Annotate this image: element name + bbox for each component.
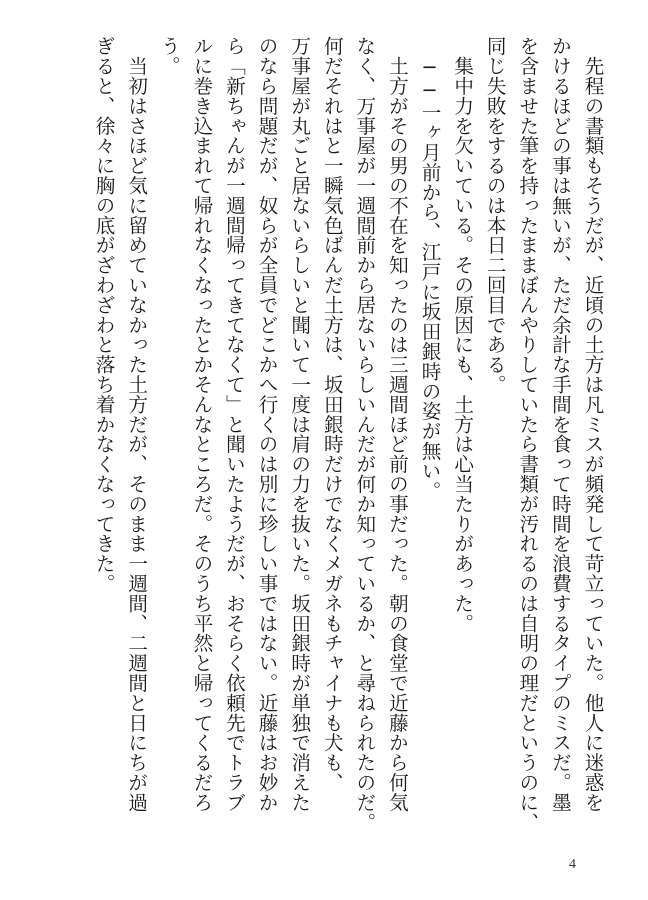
text-line: 当初はさほど気に留めていなかった土方だが、そのまま一週間、二週間と日にちが過 bbox=[124, 36, 148, 813]
text-line: ぎると、徐々に胸の底がざわざわと落ち着かなくなってきた。 bbox=[92, 36, 116, 594]
text-line: 同じ失敗をするのは本日二回目である。 bbox=[483, 36, 507, 395]
text-line: かけるほどの事は無いが、ただ余計な手間を食って時間を浪費するタイプのミスだ。墨 bbox=[548, 36, 572, 813]
text-line: ルに巻き込まれて帰れなくなったとかそんなところだ。そのうち平然と帰ってくるだろ bbox=[189, 36, 213, 813]
text-line: ──一ヶ月前から、江戸に坂田銀時の姿が無い。 bbox=[418, 36, 442, 501]
text-line: なく、万事屋が一週間前から居ないらしいんだが何か知っているか、と尋ねられたのだ。 bbox=[352, 36, 376, 832]
text-line: を含ませた筆を持ったままぼんやりしていたら書類が汚れるのは自明の理だというのに、 bbox=[515, 36, 539, 832]
text-line: 集中力を欠いている。その原因にも、土方は心当たりがあった。 bbox=[450, 36, 474, 633]
text-line: 土方がその男の不在を知ったのは三週間ほど前の事だった。朝の食堂で近藤から何気 bbox=[385, 36, 409, 813]
text-line: ら「新ちゃんが一週間帰ってきてなくて」と聞いたようだが、おそらく依頼先でトラブ bbox=[222, 36, 246, 813]
text-line: のなら問題だが、奴らが全員でどこかへ行くのは別に珍しい事ではない。近藤はお妙か bbox=[255, 36, 279, 813]
text-line: 万事屋が丸ごと居ないらしいと聞いて一度は肩の力を抜いた。坂田銀時が単独で消えた bbox=[287, 36, 311, 813]
text-line: う。 bbox=[157, 36, 181, 76]
text-line: 何だそれはと一瞬気色ばんだ土方は、坂田銀時だけでなくメガネもチャイナも犬も、 bbox=[320, 36, 344, 793]
novel-text-body bbox=[87, 36, 609, 832]
text-line: 先程の書類もそうだが、近頃の土方は凡ミスが頻発して苛立っていた。他人に迷惑を bbox=[581, 36, 604, 813]
page-number: 4 bbox=[569, 857, 576, 872]
